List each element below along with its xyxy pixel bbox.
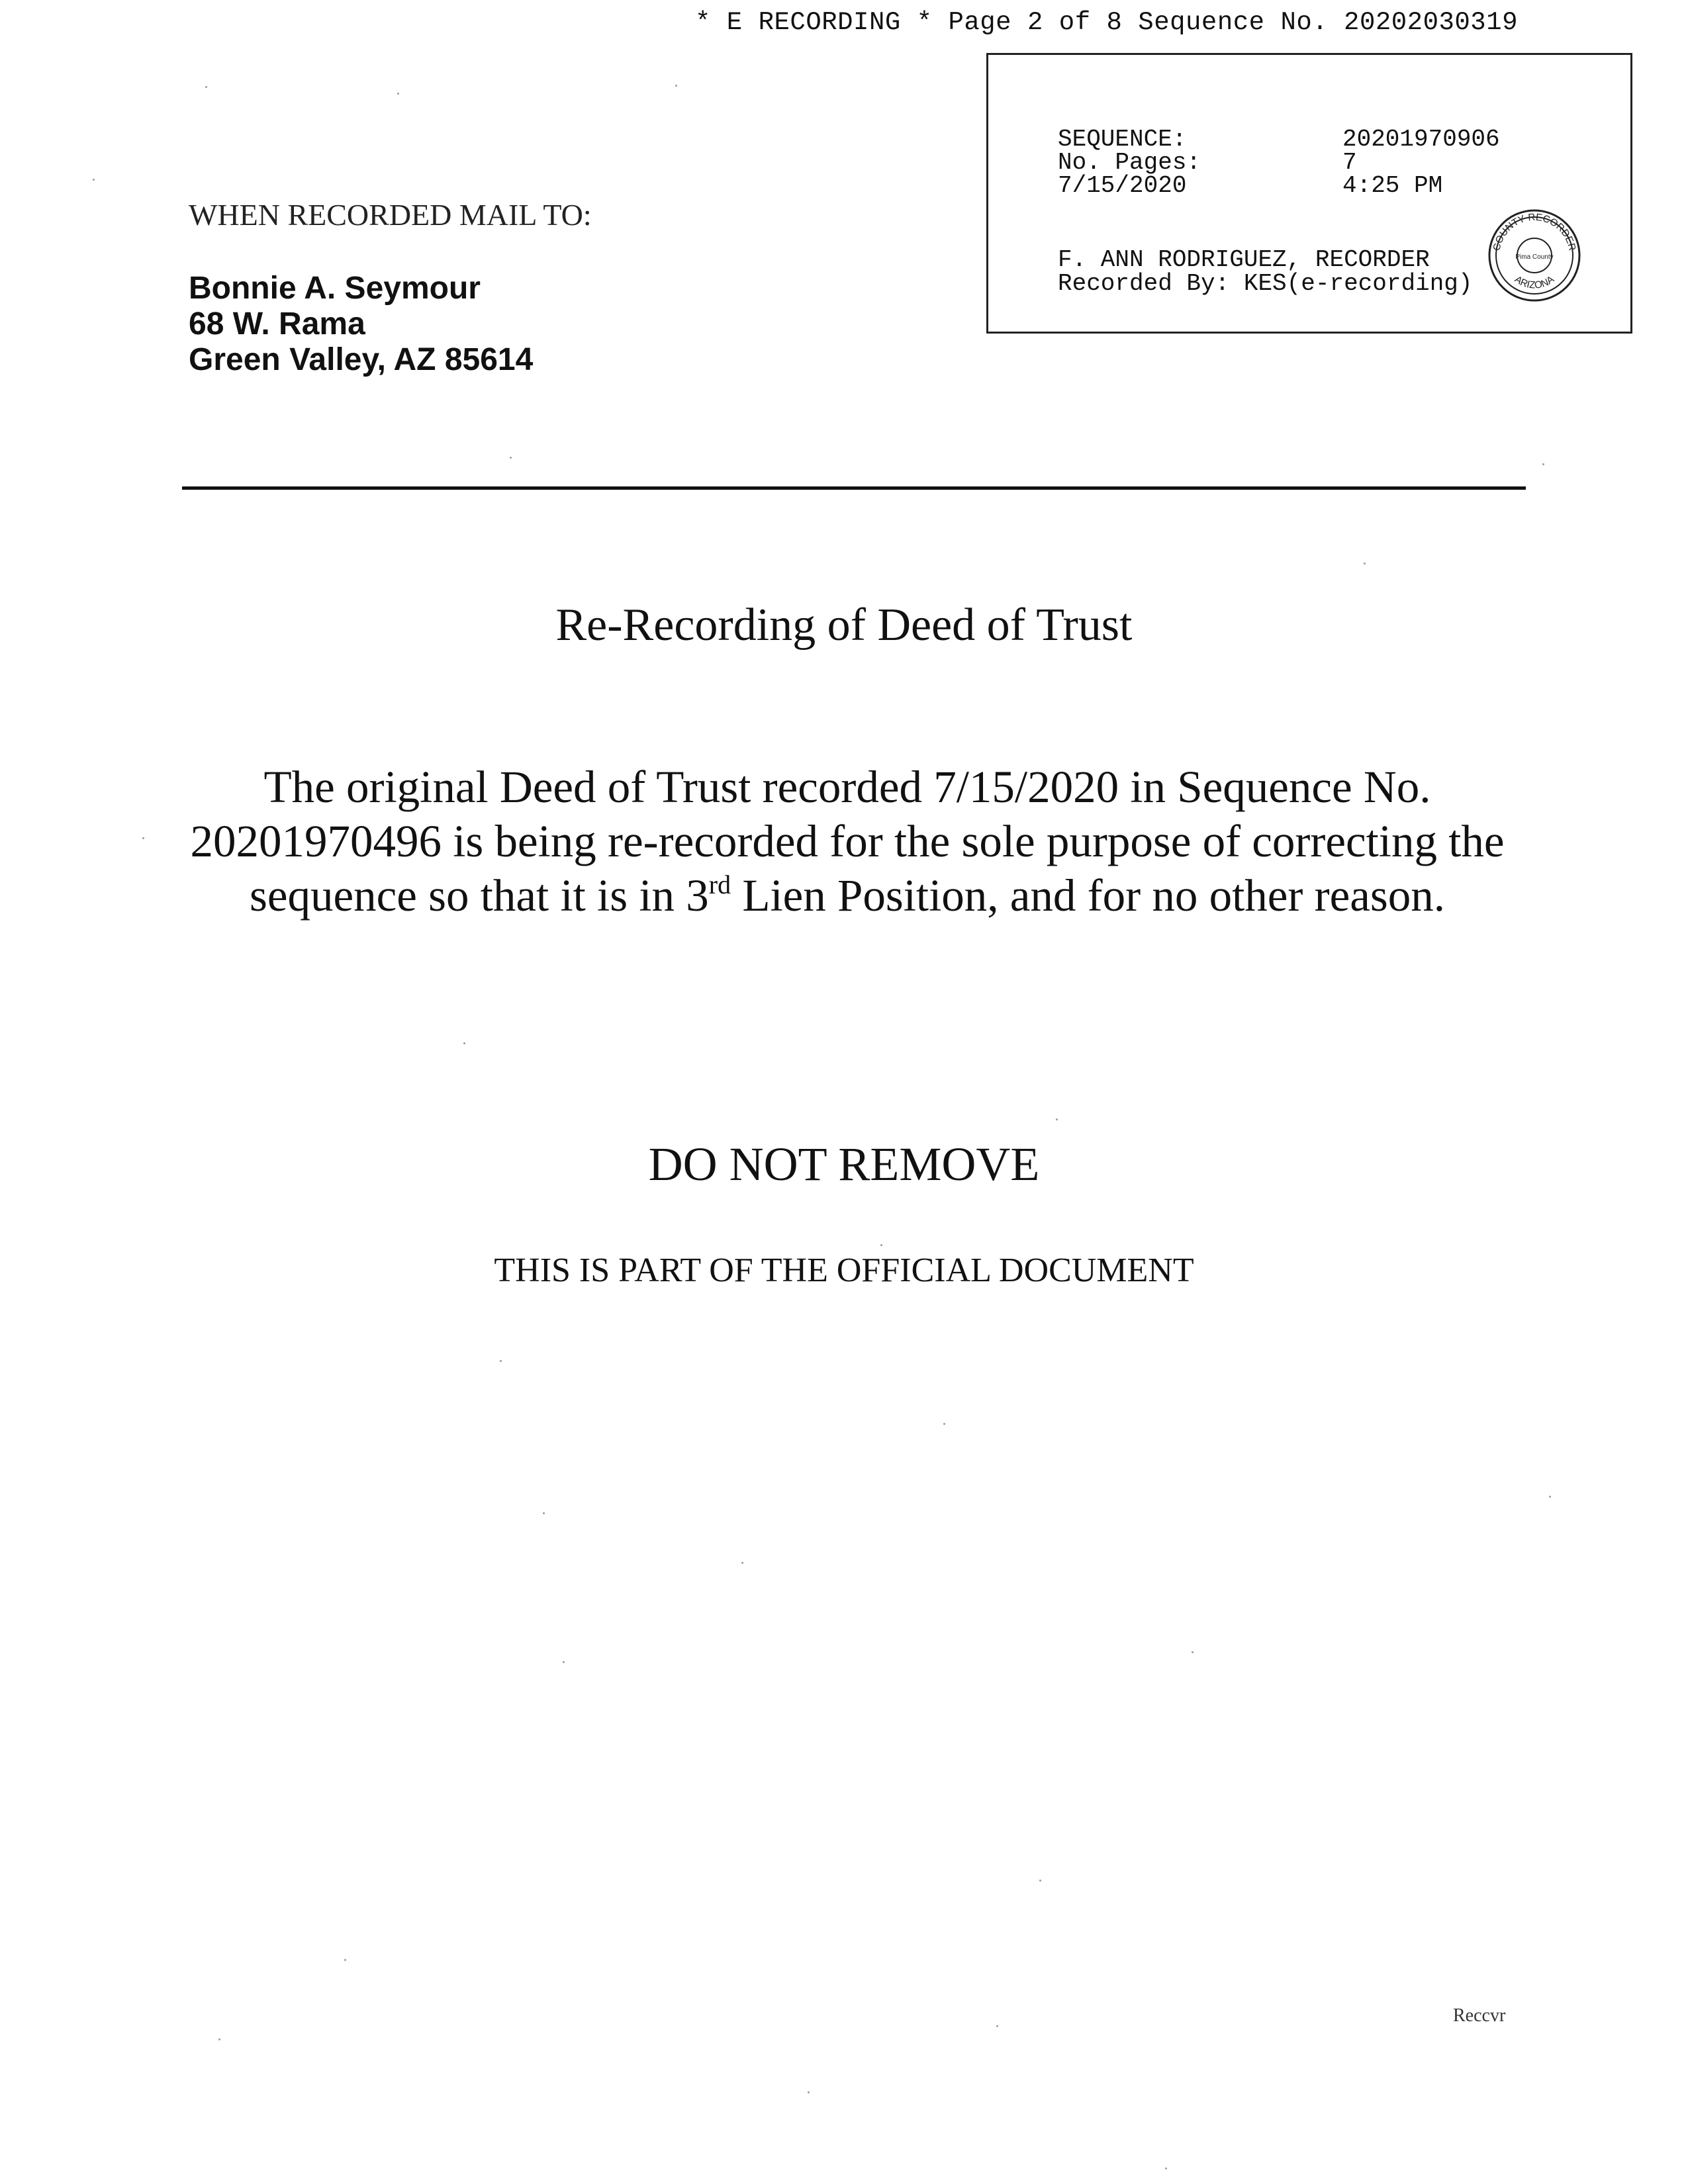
body-text-part2: Lien Position, and for no other reason. — [731, 870, 1445, 921]
recording-stamp — [986, 53, 1632, 334]
sequence-value: 20201970906 — [1342, 126, 1500, 153]
scan-speck — [510, 457, 512, 459]
document-title: Re-Recording of Deed of Trust — [555, 600, 1133, 651]
pages-value: 7 — [1342, 149, 1357, 176]
scan-speck — [943, 1423, 945, 1425]
scan-speck — [1039, 1880, 1041, 1882]
county-seal-icon — [1485, 206, 1584, 305]
scan-speck — [218, 2038, 220, 2040]
scan-speck — [463, 1042, 465, 1044]
scan-speck — [675, 85, 677, 87]
scan-speck — [1549, 1496, 1551, 1498]
sequence-label: SEQUENCE: — [1058, 126, 1187, 153]
body-text-part1: The original Deed of Trust recorded 7/15/2020 in Sequence No. 20201970496 is being re-recorded for the sole purpose of correcting the sequence so that it is in 3 — [190, 762, 1505, 921]
recorder-name: F. ANN RODRIGUEZ, RECORDER — [1058, 246, 1430, 273]
scan-speck — [93, 179, 95, 181]
scan-speck — [397, 93, 399, 95]
seal-center-text: Pima County — [1515, 253, 1554, 261]
scan-speck — [996, 2025, 998, 2027]
scan-speck — [543, 1512, 545, 1514]
scan-speck — [563, 1661, 565, 1663]
footer-code: Reccvr — [1453, 2005, 1506, 2026]
scan-speck — [880, 1244, 882, 1246]
scan-speck — [1056, 1118, 1058, 1120]
scan-speck — [1165, 2167, 1167, 2169]
recorded-by: Recorded By: KES(e-recording) — [1058, 270, 1473, 297]
scan-speck — [1364, 563, 1366, 565]
recording-header: * E RECORDING * Page 2 of 8 Sequence No. 20202030319 — [695, 8, 1518, 37]
scan-speck — [344, 1959, 346, 1961]
recipient-city-state-zip: Green Valley, AZ 85614 — [189, 342, 534, 377]
seal-top-text: COUNTY RECORDER — [1491, 211, 1578, 252]
notice-subheading: THIS IS PART OF THE OFFICIAL DOCUMENT — [494, 1251, 1194, 1289]
scan-speck — [741, 1562, 743, 1564]
body-superscript: rd — [708, 870, 731, 899]
recorded-time: 4:25 PM — [1342, 172, 1443, 199]
mail-to-label: WHEN RECORDED MAIL TO: — [189, 198, 592, 232]
horizontal-rule — [182, 486, 1526, 490]
document-body — [185, 760, 1509, 923]
scan-speck — [1192, 1651, 1194, 1653]
pages-label: No. Pages: — [1058, 149, 1201, 176]
notice-heading: DO NOT REMOVE — [648, 1138, 1040, 1191]
scan-speck — [1542, 463, 1544, 465]
scan-speck — [142, 837, 144, 839]
scan-speck — [808, 2091, 810, 2093]
scan-speck — [205, 86, 207, 88]
recipient-name: Bonnie A. Seymour — [189, 271, 481, 306]
recipient-street: 68 W. Rama — [189, 306, 365, 341]
scan-speck — [500, 1360, 502, 1362]
seal-bottom-text: ARIZONA — [1512, 273, 1557, 291]
recorded-date: 7/15/2020 — [1058, 172, 1187, 199]
